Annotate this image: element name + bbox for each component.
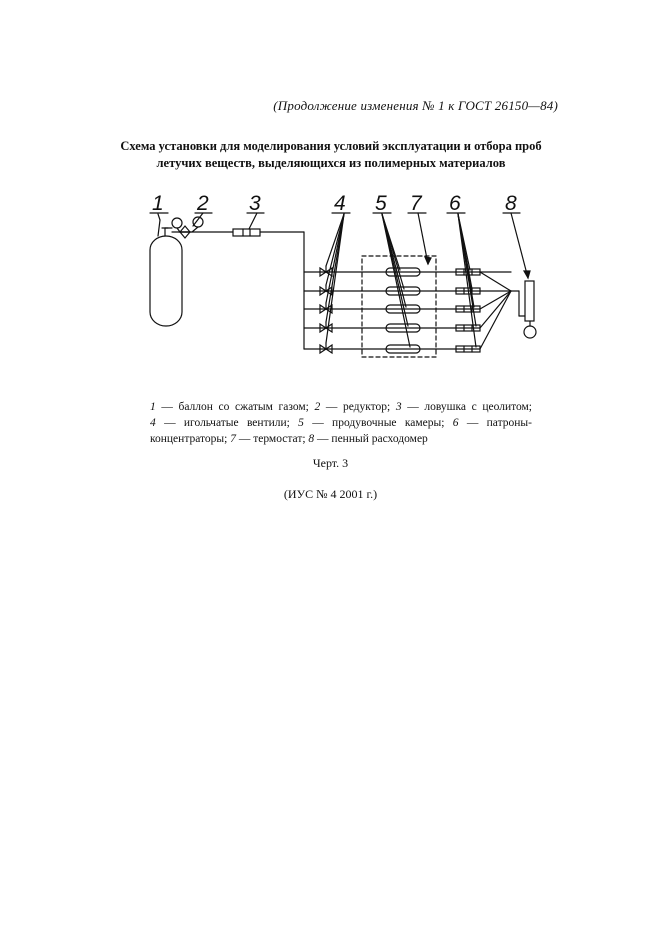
legend-text-1: — баллон со сжатым газом; <box>155 401 315 413</box>
label-7: 7 <box>410 192 422 215</box>
legend-num-3: 3 <box>395 401 402 413</box>
leaders-concentrators <box>458 214 476 347</box>
label-6: 6 <box>449 192 461 215</box>
diagram-labels <box>150 192 520 215</box>
foam-flowmeter <box>511 213 536 338</box>
figure-title-line-2: летучих веществ, выделяющихся из полимерных материалов <box>156 156 506 170</box>
legend-text-2: — редуктор; <box>320 401 396 413</box>
legend-line-1 <box>150 399 532 415</box>
figure-caption: Черт. 3 <box>312 456 349 470</box>
legend-num-2: 2 <box>314 401 321 413</box>
legend-line-2 <box>150 415 532 431</box>
legend-num-7: 7 <box>230 433 236 445</box>
leaders-valves <box>326 214 344 343</box>
legend-text-6b: концентраторы; <box>150 433 231 445</box>
label-2: 2 <box>197 192 209 215</box>
legend-num-4: 4 <box>150 417 156 429</box>
legend-text-4: — игольчатые вентили; <box>155 417 299 429</box>
legend-num-5: 5 <box>298 417 304 429</box>
zeolite-trap <box>233 213 260 236</box>
legend-text-8: — пенный расходомер <box>314 433 428 445</box>
branch-4 <box>304 322 480 332</box>
legend-text-6: — патроны- <box>458 417 532 429</box>
gas-main-line <box>172 232 304 349</box>
label-1: 1 <box>152 192 164 215</box>
legend-num-8: 8 <box>308 433 315 445</box>
figure-legend <box>150 399 532 447</box>
installation-diagram <box>0 0 661 380</box>
label-5: 5 <box>375 192 387 215</box>
outlet-lines <box>480 272 519 349</box>
legend-num-1: 1 <box>150 401 156 413</box>
label-4: 4 <box>334 192 346 215</box>
legend-line-3 <box>150 431 532 447</box>
label-8: 8 <box>505 192 517 215</box>
branch-2 <box>304 285 511 295</box>
page-header: (Продолжение изменения № 1 к ГОСТ 26150—84) <box>273 98 558 113</box>
legend-text-3: — ловушка с цеолитом; <box>401 401 532 413</box>
legend-num-6: 6 <box>452 417 459 429</box>
legend-text-7: — термостат; <box>235 433 309 445</box>
figure-title-line-1: Схема установки для моделирования условий эксплуатации и отбора проб <box>120 139 542 153</box>
branch-5 <box>304 343 480 353</box>
gas-cylinder <box>150 214 182 326</box>
ius-reference: (ИУС № 4 2001 г.) <box>283 487 378 501</box>
pressure-regulator <box>172 213 203 238</box>
legend-text-5: — продувочные камеры; <box>303 417 453 429</box>
label-3: 3 <box>249 192 261 215</box>
